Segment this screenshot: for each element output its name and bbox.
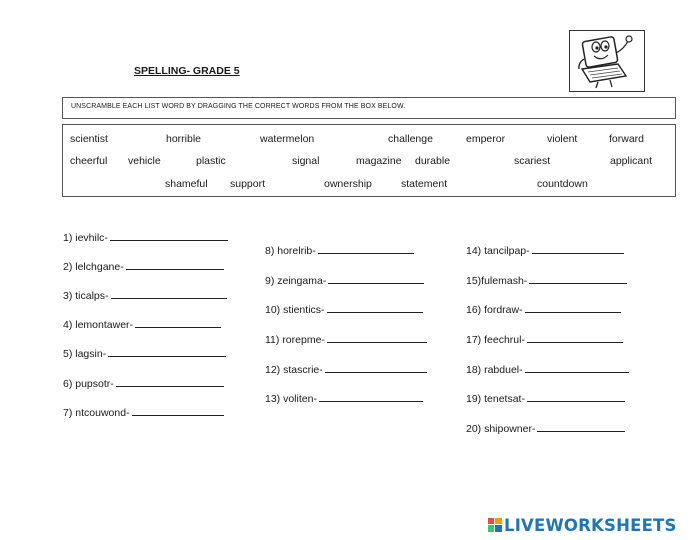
answer-drop-zone[interactable] — [319, 390, 423, 402]
laptop-mascot-icon — [570, 31, 644, 91]
answer-drop-zone[interactable] — [325, 361, 427, 373]
answer-drop-zone[interactable] — [525, 301, 621, 313]
answer-drop-zone[interactable] — [110, 229, 228, 241]
scrambled-word: 1) ievhilc- — [63, 232, 108, 244]
answer-drop-zone[interactable] — [327, 331, 427, 343]
question-10 — [265, 301, 423, 316]
word-bank-box — [62, 124, 676, 197]
word-bank-item[interactable]: horrible — [166, 133, 202, 145]
answer-drop-zone[interactable] — [537, 420, 625, 432]
scrambled-word: 3) ticalps- — [63, 290, 109, 302]
answer-drop-zone[interactable] — [527, 390, 625, 402]
answer-drop-zone[interactable] — [327, 301, 423, 313]
scrambled-word: 10) stientics- — [265, 304, 325, 316]
word-bank-item[interactable]: violent — [547, 133, 578, 145]
scrambled-word: 8) horelrib- — [265, 245, 316, 257]
scrambled-word: 14) tancilpap- — [466, 245, 530, 257]
word-bank-item[interactable]: plastic — [196, 155, 226, 167]
answer-drop-zone[interactable] — [529, 272, 627, 284]
answer-drop-zone[interactable] — [525, 361, 629, 373]
question-16 — [466, 301, 621, 316]
scrambled-word: 13) voliten- — [265, 393, 317, 405]
answer-drop-zone[interactable] — [132, 404, 224, 416]
scrambled-word: 15)fulemash- — [466, 275, 528, 287]
answer-drop-zone[interactable] — [328, 272, 424, 284]
answer-drop-zone[interactable] — [126, 258, 224, 270]
liveworksheets-logo — [488, 515, 677, 535]
question-15 — [466, 272, 627, 287]
scrambled-word: 5) lagsin- — [63, 348, 107, 360]
answer-drop-zone[interactable] — [116, 375, 224, 387]
word-bank-item[interactable]: ownership — [324, 178, 372, 190]
scrambled-word: 20) shipowner- — [466, 423, 536, 435]
word-bank-item[interactable]: magazine — [356, 155, 402, 167]
scrambled-word: 9) zeingama- — [265, 275, 327, 287]
question-17 — [466, 331, 623, 346]
question-7 — [63, 404, 224, 419]
question-5 — [63, 345, 226, 360]
brand-name: LIVEWORKSHEETS — [504, 515, 677, 535]
word-bank-item[interactable]: statement — [401, 178, 448, 190]
question-18 — [466, 361, 629, 376]
word-bank-item[interactable]: cheerful — [70, 155, 108, 167]
question-13 — [265, 390, 423, 405]
word-bank-item[interactable]: countdown — [537, 178, 588, 190]
word-bank-item[interactable]: shameful — [165, 178, 208, 190]
question-6 — [63, 375, 224, 390]
word-bank-item[interactable]: durable — [415, 155, 451, 167]
answer-drop-zone[interactable] — [318, 242, 414, 254]
instructions-text: UNSCRAMBLE EACH LIST WORD BY DRAGGING THE CORRECT WORDS FROM THE BOX BELOW. — [71, 103, 406, 110]
question-9 — [265, 272, 424, 287]
liveworksheets-logo-icon — [488, 518, 502, 532]
question-19 — [466, 390, 625, 405]
answer-drop-zone[interactable] — [135, 316, 221, 328]
answer-drop-zone[interactable] — [532, 242, 624, 254]
word-bank-item[interactable]: watermelon — [260, 133, 315, 145]
word-bank-item[interactable]: applicant — [610, 155, 653, 167]
question-2 — [63, 258, 224, 273]
laptop-mascot-image — [569, 30, 645, 92]
answer-drop-zone[interactable] — [108, 345, 226, 357]
question-14 — [466, 242, 624, 257]
question-11 — [265, 331, 427, 346]
word-bank-item[interactable]: emperor — [466, 133, 506, 145]
word-bank-item[interactable]: support — [230, 178, 266, 190]
scrambled-word: 2) lelchgane- — [63, 261, 124, 273]
question-3 — [63, 287, 227, 302]
word-bank-item[interactable]: signal — [292, 155, 320, 167]
instructions-box — [62, 97, 676, 119]
scrambled-word: 17) feechrul- — [466, 334, 525, 346]
question-8 — [265, 242, 414, 257]
question-1 — [63, 229, 228, 244]
scrambled-word: 12) stascrie- — [265, 364, 323, 376]
scrambled-word: 18) rabduel- — [466, 364, 523, 376]
word-bank-item[interactable]: vehicle — [128, 155, 161, 167]
scrambled-word: 19) tenetsat- — [466, 393, 525, 405]
word-bank-item[interactable]: challenge — [388, 133, 433, 145]
scrambled-word: 6) pupsotr- — [63, 378, 114, 390]
worksheet-title: SPELLING- GRADE 5 — [134, 65, 240, 77]
scrambled-word: 11) rorepme- — [265, 334, 325, 346]
answer-drop-zone[interactable] — [527, 331, 623, 343]
question-12 — [265, 361, 427, 376]
scrambled-word: 7) ntcouwond- — [63, 407, 130, 419]
answer-drop-zone[interactable] — [111, 287, 227, 299]
scrambled-word: 4) lemontawer- — [63, 319, 134, 331]
question-20 — [466, 420, 625, 435]
word-bank-item[interactable]: scientist — [70, 133, 108, 145]
scrambled-word: 16) fordraw- — [466, 304, 523, 316]
word-bank-item[interactable]: forward — [609, 133, 645, 145]
word-bank-item[interactable]: scariest — [514, 155, 551, 167]
question-4 — [63, 316, 221, 331]
